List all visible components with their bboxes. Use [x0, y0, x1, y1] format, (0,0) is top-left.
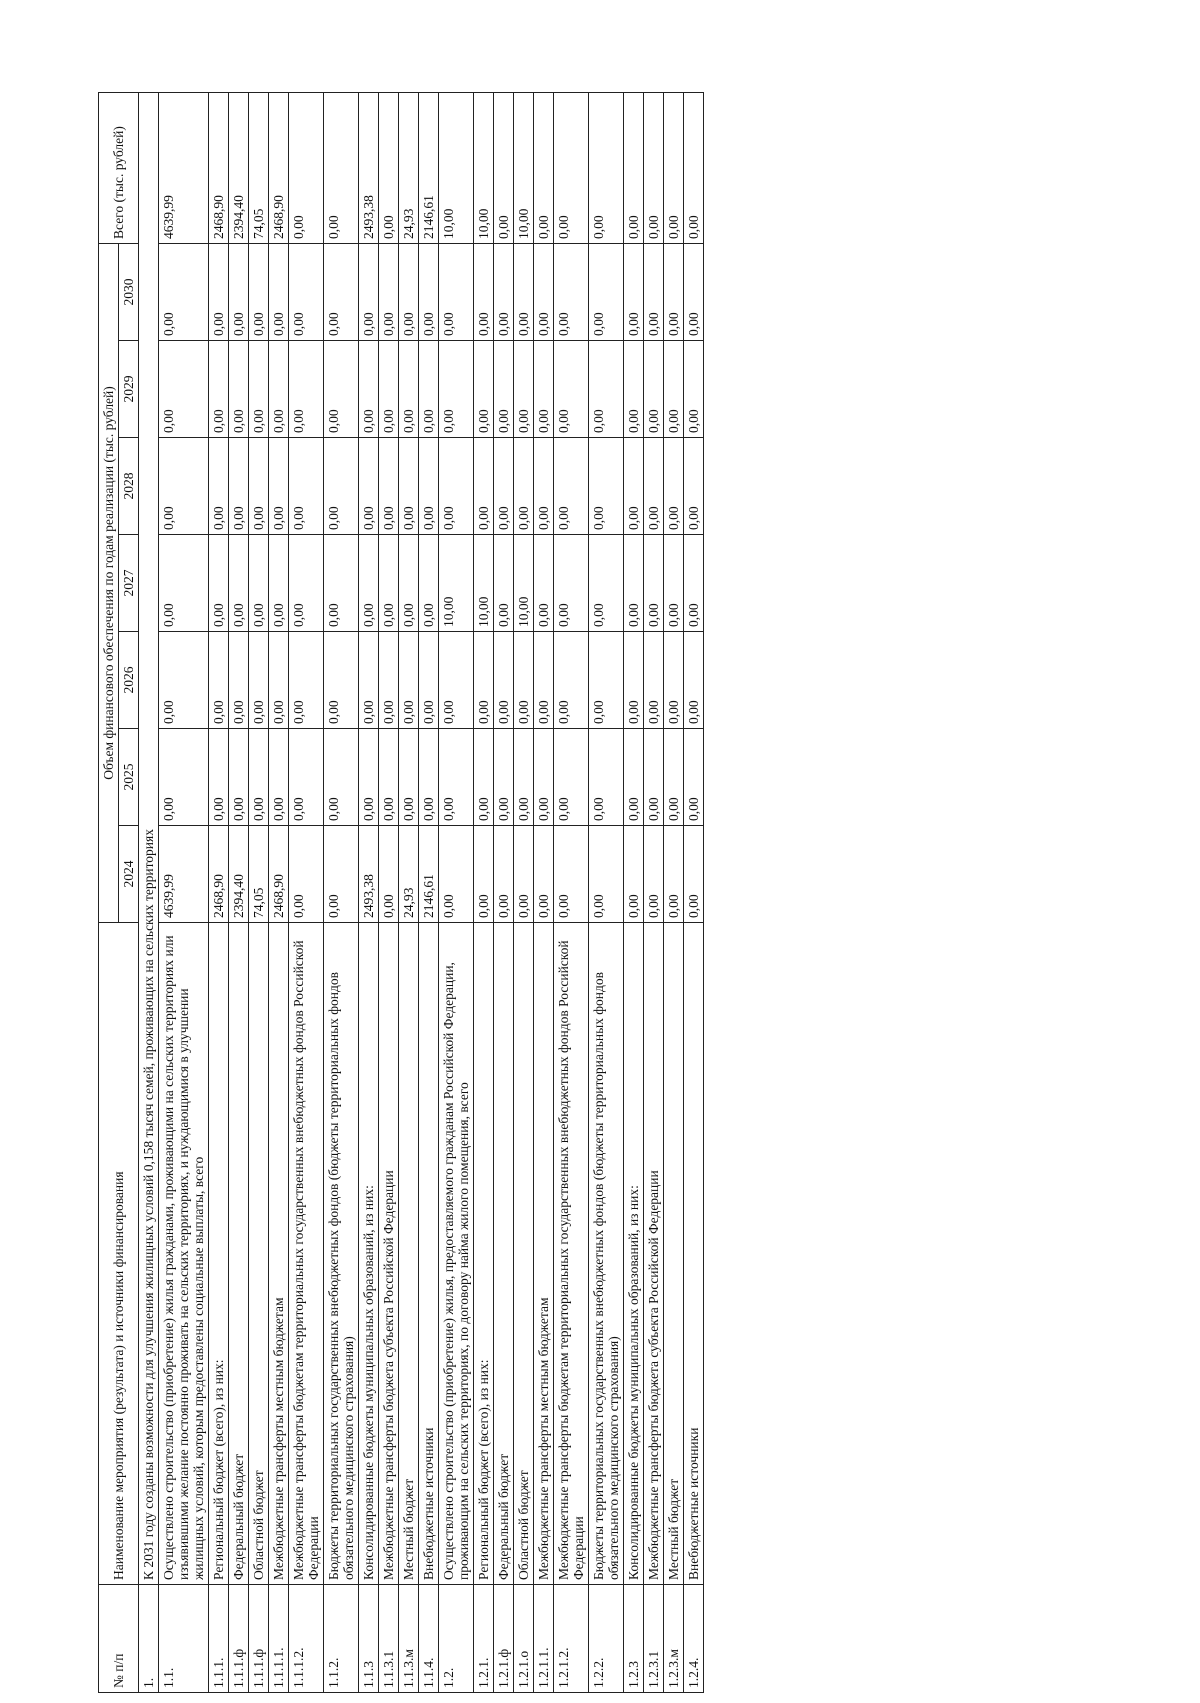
row-value: 0,00 [534, 438, 554, 535]
row-total: 0,00 [684, 92, 704, 243]
row-value: 0,00 [684, 632, 704, 729]
row-name: Внебюджетные источники [419, 923, 439, 1585]
row-value: 0,00 [439, 341, 474, 438]
table-row [589, 92, 624, 1692]
row-value: 0,00 [624, 535, 644, 632]
row-number: 1.1.4. [419, 1585, 439, 1693]
row-value: 0,00 [644, 438, 664, 535]
table-row [474, 92, 494, 1692]
row-value: 0,00 [494, 535, 514, 632]
row-value: 2146,61 [419, 826, 439, 923]
row-number: 1.2.4. [684, 1585, 704, 1693]
row-value: 0,00 [514, 632, 534, 729]
table-row [289, 92, 324, 1692]
row-value: 0,00 [229, 729, 249, 826]
row-name: Межбюджетные трансферты бюджетам территориальных государственных внебюджетных фондов Российской Федерации [289, 923, 324, 1585]
table-row [664, 92, 684, 1692]
row-value: 0,00 [379, 438, 399, 535]
row-name: Областной бюджет [249, 923, 269, 1585]
row-value: 0,00 [494, 632, 514, 729]
row-number: 1.1.3.м [399, 1585, 419, 1693]
row-value: 0,00 [249, 438, 269, 535]
row-value: 0,00 [159, 438, 209, 535]
row-value: 0,00 [379, 632, 399, 729]
row-value: 0,00 [324, 341, 359, 438]
row-value: 0,00 [684, 826, 704, 923]
row-value: 0,00 [269, 438, 289, 535]
table-row [534, 92, 554, 1692]
row-value: 0,00 [249, 535, 269, 632]
row-total: 0,00 [494, 92, 514, 243]
row-number: 1.2.1.1. [534, 1585, 554, 1693]
row-value: 0,00 [644, 826, 664, 923]
table-row [209, 92, 229, 1692]
row-value: 0,00 [664, 826, 684, 923]
row-value: 0,00 [359, 243, 379, 340]
row-total: 2146,61 [419, 92, 439, 243]
row-value: 0,00 [494, 729, 514, 826]
row-value: 0,00 [494, 243, 514, 340]
table-row [379, 92, 399, 1692]
row-value: 0,00 [289, 341, 324, 438]
header-name: Наименование мероприятия (результата) и источники финансирования [99, 923, 139, 1585]
header-year: 2024 [119, 826, 139, 923]
row-number: 1.2.3.м [664, 1585, 684, 1693]
table-row [554, 92, 589, 1692]
row-name: Местный бюджет [399, 923, 419, 1585]
row-number: 1.1. [159, 1585, 209, 1693]
row-name: Бюджеты территориальных государственных внебюджетных фондов (бюджеты территориальных фондов обязательного медицинского страхования) [324, 923, 359, 1585]
row-value: 0,00 [644, 341, 664, 438]
row-number: 1.1.3.1 [379, 1585, 399, 1693]
row-value: 0,00 [209, 632, 229, 729]
row-name: Консолидированные бюджеты муниципальных образований, из них: [624, 923, 644, 1585]
row-name: Межбюджетные трансферты местным бюджетам [269, 923, 289, 1585]
row-value: 0,00 [359, 632, 379, 729]
row-value: 0,00 [439, 243, 474, 340]
row-value: 74,05 [249, 826, 269, 923]
row-value: 0,00 [419, 243, 439, 340]
table-row [684, 92, 704, 1692]
row-value: 0,00 [624, 438, 644, 535]
row-value: 0,00 [684, 243, 704, 340]
row-name: Межбюджетные трансферты местным бюджетам [534, 923, 554, 1585]
row-value: 0,00 [289, 438, 324, 535]
header-volume: Объем финансового обеспечения по годам реализации (тыс. рублей) [99, 243, 119, 922]
row-value: 0,00 [269, 632, 289, 729]
row-value: 0,00 [229, 243, 249, 340]
row-value: 24,93 [399, 826, 419, 923]
row-value: 0,00 [399, 535, 419, 632]
row-value: 0,00 [664, 632, 684, 729]
row-total: 0,00 [324, 92, 359, 243]
row-value: 0,00 [439, 826, 474, 923]
section-num: 1. [139, 1585, 159, 1693]
row-value: 0,00 [159, 341, 209, 438]
row-total: 10,00 [474, 92, 494, 243]
row-value: 0,00 [664, 243, 684, 340]
row-name: Консолидированные бюджеты муниципальных образований, из них: [359, 923, 379, 1585]
row-total: 0,00 [379, 92, 399, 243]
table-row [359, 92, 379, 1692]
row-name: Осуществлено строительство (приобретение) жилья, предоставляемого гражданам Российской Федерации, проживающим на сельских территориях, по договору найма жилого помещения, всего [439, 923, 474, 1585]
row-value: 0,00 [474, 243, 494, 340]
row-value: 0,00 [554, 535, 589, 632]
row-name: Региональный бюджет (всего), из них: [209, 923, 229, 1585]
row-total: 4639,99 [159, 92, 209, 243]
row-value: 0,00 [554, 243, 589, 340]
row-value: 0,00 [399, 438, 419, 535]
row-value: 0,00 [229, 438, 249, 535]
row-total: 0,00 [289, 92, 324, 243]
row-total: 0,00 [589, 92, 624, 243]
row-number: 1.1.1.ф [249, 1585, 269, 1693]
row-value: 0,00 [249, 243, 269, 340]
row-value: 0,00 [359, 438, 379, 535]
row-value: 2468,90 [269, 826, 289, 923]
row-value: 0,00 [159, 243, 209, 340]
row-value: 0,00 [359, 341, 379, 438]
header-total: Всего (тыс. рублей) [99, 92, 139, 243]
row-total: 2394,40 [229, 92, 249, 243]
row-value: 0,00 [624, 729, 644, 826]
row-total: 2468,90 [269, 92, 289, 243]
row-value: 0,00 [514, 729, 534, 826]
row-value: 0,00 [494, 826, 514, 923]
row-value: 0,00 [419, 632, 439, 729]
row-total: 0,00 [554, 92, 589, 243]
row-value: 0,00 [399, 243, 419, 340]
row-value: 0,00 [514, 341, 534, 438]
row-name: Межбюджетные трансферты бюджета субъекта Российской Федерации [379, 923, 399, 1585]
row-name: Федеральный бюджет [229, 923, 249, 1585]
row-value: 0,00 [399, 729, 419, 826]
row-value: 10,00 [439, 535, 474, 632]
row-number: 1.1.3 [359, 1585, 379, 1693]
row-total: 74,05 [249, 92, 269, 243]
row-value: 0,00 [554, 341, 589, 438]
row-value: 0,00 [399, 341, 419, 438]
row-total: 0,00 [644, 92, 664, 243]
row-value: 0,00 [324, 535, 359, 632]
row-name: Внебюджетные источники [684, 923, 704, 1585]
row-total: 2468,90 [209, 92, 229, 243]
row-value: 0,00 [379, 729, 399, 826]
header-year: 2027 [119, 535, 139, 632]
row-value: 0,00 [589, 826, 624, 923]
row-total: 10,00 [514, 92, 534, 243]
row-value: 0,00 [159, 729, 209, 826]
row-value: 0,00 [644, 243, 664, 340]
header-year: 2026 [119, 632, 139, 729]
row-value: 0,00 [589, 632, 624, 729]
row-value: 0,00 [324, 826, 359, 923]
row-value: 0,00 [324, 729, 359, 826]
row-value: 0,00 [474, 341, 494, 438]
row-value: 0,00 [684, 438, 704, 535]
header-year: 2025 [119, 729, 139, 826]
row-value: 0,00 [624, 243, 644, 340]
row-value: 0,00 [379, 535, 399, 632]
row-value: 0,00 [644, 535, 664, 632]
header-year: 2028 [119, 438, 139, 535]
row-value: 0,00 [534, 535, 554, 632]
row-value: 0,00 [289, 729, 324, 826]
financing-table [98, 92, 704, 1693]
row-number: 1.1.1.ф [229, 1585, 249, 1693]
row-value: 0,00 [664, 341, 684, 438]
row-name: Межбюджетные трансферты бюджетам территориальных государственных внебюджетных фондов Российской Федерации [554, 923, 589, 1585]
row-value: 0,00 [209, 438, 229, 535]
row-value: 0,00 [209, 341, 229, 438]
row-value: 0,00 [249, 632, 269, 729]
row-total: 2493,38 [359, 92, 379, 243]
row-value: 0,00 [624, 341, 644, 438]
row-value: 0,00 [269, 535, 289, 632]
row-value: 0,00 [554, 632, 589, 729]
row-value: 0,00 [289, 535, 324, 632]
row-number: 1.1.2. [324, 1585, 359, 1693]
row-value: 0,00 [664, 729, 684, 826]
row-value: 0,00 [324, 243, 359, 340]
table-row [439, 92, 474, 1692]
row-value: 0,00 [589, 729, 624, 826]
row-value: 0,00 [534, 341, 554, 438]
row-value: 0,00 [514, 243, 534, 340]
row-value: 0,00 [419, 729, 439, 826]
row-value: 0,00 [534, 729, 554, 826]
row-number: 1.1.1.2. [289, 1585, 324, 1693]
row-value: 0,00 [419, 535, 439, 632]
row-value: 0,00 [359, 729, 379, 826]
table-row [494, 92, 514, 1692]
header-year: 2029 [119, 341, 139, 438]
row-total: 0,00 [664, 92, 684, 243]
row-number: 1.2.3.1 [644, 1585, 664, 1693]
table-row [249, 92, 269, 1692]
row-value: 0,00 [229, 341, 249, 438]
row-value: 0,00 [379, 826, 399, 923]
row-number: 1.2.3 [624, 1585, 644, 1693]
row-value: 2493,38 [359, 826, 379, 923]
row-value: 0,00 [269, 341, 289, 438]
row-name: Осуществлено строительство (приобретение) жилья гражданами, проживающими на сельских территориях или изъявившими желание постоянно проживать на сельских территориях, и нуждающимися в улучшении жилищных условий, которым предоставлены социальные выплаты, всего [159, 923, 209, 1585]
table-row [514, 92, 534, 1692]
row-number: 1.2. [439, 1585, 474, 1693]
table-row [159, 92, 209, 1692]
row-value: 0,00 [554, 826, 589, 923]
row-value: 0,00 [644, 729, 664, 826]
row-name: Межбюджетные трансферты бюджета субъекта Российской Федерации [644, 923, 664, 1585]
row-value: 0,00 [439, 632, 474, 729]
table-row [269, 92, 289, 1692]
row-value: 0,00 [684, 535, 704, 632]
row-value: 0,00 [554, 438, 589, 535]
row-number: 1.2.2. [589, 1585, 624, 1693]
row-value: 0,00 [589, 243, 624, 340]
row-value: 0,00 [209, 243, 229, 340]
row-name: Федеральный бюджет [494, 923, 514, 1585]
row-value: 0,00 [589, 341, 624, 438]
table-row [419, 92, 439, 1692]
row-value: 0,00 [514, 826, 534, 923]
row-value: 0,00 [269, 243, 289, 340]
row-value: 0,00 [684, 341, 704, 438]
row-number: 1.2.1.2. [554, 1585, 589, 1693]
row-value: 0,00 [474, 438, 494, 535]
row-value: 0,00 [664, 438, 684, 535]
row-number: 1.2.1. [474, 1585, 494, 1693]
row-value: 0,00 [159, 535, 209, 632]
row-value: 0,00 [624, 826, 644, 923]
row-value: 0,00 [209, 535, 229, 632]
row-value: 0,00 [644, 632, 664, 729]
row-value: 0,00 [359, 535, 379, 632]
row-value: 0,00 [534, 826, 554, 923]
row-value: 2468,90 [209, 826, 229, 923]
row-value: 10,00 [514, 535, 534, 632]
row-total: 10,00 [439, 92, 474, 243]
header-num: № п/п [99, 1585, 139, 1693]
row-total: 0,00 [534, 92, 554, 243]
row-value: 0,00 [494, 438, 514, 535]
section-row [139, 92, 159, 1692]
row-value: 2394,40 [229, 826, 249, 923]
row-value: 0,00 [589, 535, 624, 632]
row-value: 0,00 [624, 632, 644, 729]
row-number: 1.2.1.о [514, 1585, 534, 1693]
row-value: 0,00 [664, 535, 684, 632]
row-value: 0,00 [589, 438, 624, 535]
row-value: 0,00 [554, 729, 589, 826]
row-value: 0,00 [494, 341, 514, 438]
row-value: 0,00 [419, 341, 439, 438]
row-value: 0,00 [379, 243, 399, 340]
row-value: 0,00 [534, 632, 554, 729]
row-value: 0,00 [324, 632, 359, 729]
table-row [624, 92, 644, 1692]
row-value: 0,00 [269, 729, 289, 826]
row-value: 0,00 [289, 243, 324, 340]
row-value: 0,00 [229, 535, 249, 632]
row-number: 1.2.1.ф [494, 1585, 514, 1693]
header-row-1 [99, 92, 119, 1692]
row-value: 0,00 [514, 438, 534, 535]
rotated-table-wrapper [98, 93, 1098, 1693]
row-value: 0,00 [159, 632, 209, 729]
row-value: 0,00 [249, 729, 269, 826]
table-row [324, 92, 359, 1692]
row-value: 0,00 [209, 729, 229, 826]
row-name: Областной бюджет [514, 923, 534, 1585]
row-value: 0,00 [439, 729, 474, 826]
row-value: 0,00 [324, 438, 359, 535]
row-value: 0,00 [474, 826, 494, 923]
header-year: 2030 [119, 243, 139, 340]
row-value: 0,00 [474, 729, 494, 826]
row-value: 0,00 [439, 438, 474, 535]
row-value: 10,00 [474, 535, 494, 632]
row-value: 0,00 [399, 632, 419, 729]
row-value: 0,00 [474, 632, 494, 729]
row-name: Бюджеты территориальных государственных внебюджетных фондов (бюджеты территориальных фондов обязательного медицинского страхования) [589, 923, 624, 1585]
row-value: 0,00 [419, 438, 439, 535]
row-total: 0,00 [624, 92, 644, 243]
row-value: 0,00 [249, 341, 269, 438]
row-value: 0,00 [534, 243, 554, 340]
row-value: 0,00 [229, 632, 249, 729]
row-total: 24,93 [399, 92, 419, 243]
row-name: Местный бюджет [664, 923, 684, 1585]
table-row [399, 92, 419, 1692]
row-number: 1.1.1.1. [269, 1585, 289, 1693]
row-value: 0,00 [289, 826, 324, 923]
row-value: 0,00 [379, 341, 399, 438]
table-row [229, 92, 249, 1692]
table-row [644, 92, 664, 1692]
row-name: Региональный бюджет (всего), из них: [474, 923, 494, 1585]
section-title: К 2031 году созданы возможности для улучшения жилищных условий 0,158 тысяч семей, проживающих на сельских территориях [139, 92, 159, 1584]
row-number: 1.1.1. [209, 1585, 229, 1693]
row-value: 0,00 [684, 729, 704, 826]
row-value: 0,00 [289, 632, 324, 729]
row-value: 4639,99 [159, 826, 209, 923]
